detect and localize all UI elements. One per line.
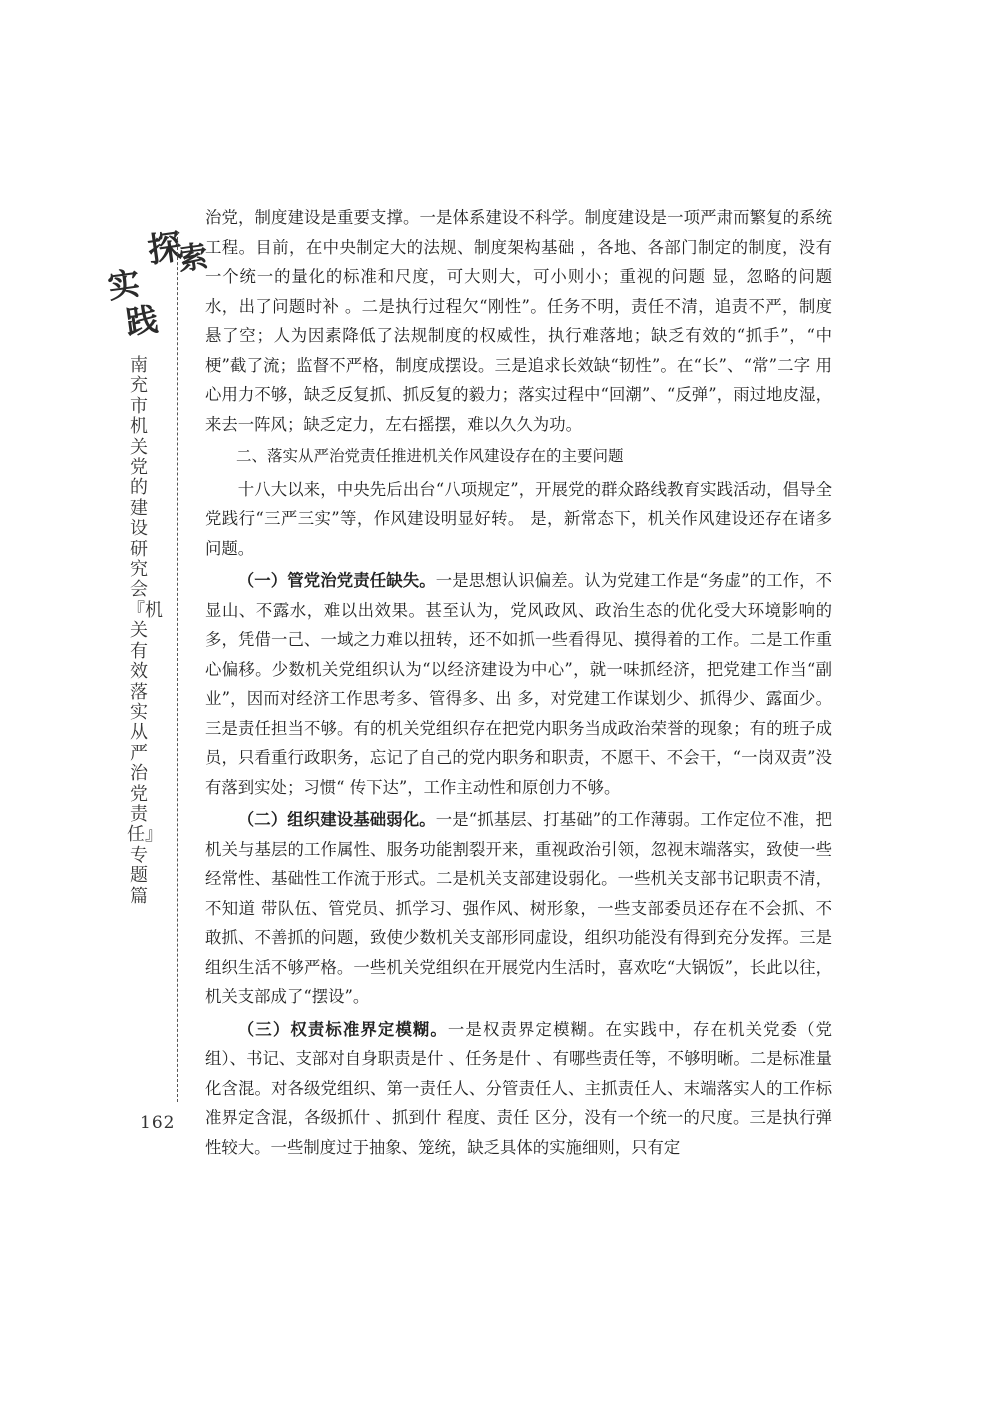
brand-char-4: 践	[123, 299, 161, 343]
sub3-lead: （三）权责标准界定模糊。	[237, 1019, 448, 1039]
section-heading: 二、落实从严治党责任推进机关作风建设存在的主要问题	[236, 447, 624, 465]
page-number: 162	[140, 1113, 176, 1133]
paragraph-intro: 治党，制度建设是重要支撑。一是体系建设不科学。制度建设是一项严肃而繁复的系统工程。目前，在中央制定大的法规、制度架构基础 ，各地、各部门制定的制度，没有一个统一的量化的标准和尺度，可大则大，可小则小；重视的问题 显，忽略的问题 水，出了问题时补 。二是执行过程欠“刚性”。任务不明，责任不清，追责不严，制度悬了空；人为因素降低了法规制度的权威性，执行难落地；缺乏有效的“抓手”，“中梗”截了流；监督不严格，制度成摆设。三是追求长效缺“韧性”。在“长”、“常”二字 用心用力不够，缺乏反复抓、抓反复的毅力；落实过程中“回潮”、“反弹”，雨过地皮湿，来去一阵风；缺乏定力，左右摇摆，难以久久为功。	[205, 208, 832, 434]
brand-char-3: 实	[105, 263, 143, 307]
sub2-lead: （二）组织建设基础弱化。	[237, 810, 436, 829]
main-text	[205, 203, 832, 1165]
paragraph-sub1	[205, 566, 832, 802]
sub1-body: 一是思想认识偏差。认为党建工作是“务虚”的工作，不显山、不露水，难以出效果。甚至认为，党风政风、政治生态的优化受大环境影响的多，凭借一己、一域之力难以扭转，还不如抓一些看得见、摸得着的工作。二是工作重心偏移。少数机关党组织认为“以经济建设为中心”，就一味抓经济，把党建工作当“副业”，因而对经济工作思考多、管得多、出 多，对党建工作谋划少、抓得少、露面少。三是责任担当不够。有的机关党组织存在把党内职务当成政治荣誉的现象；有的班子成员，只看重行政职务，忘记了自己的党内职务和职责，不愿干、不会干，“一岗双责”没有落到实处；习惯“ 传下达”，工作主动性和原创力不够。	[205, 571, 833, 797]
sub1-lead: （一）管党治党责任缺失。	[237, 571, 436, 590]
vertical-subtitle: 南充市机关党的建设研究会『机关有效落实从严治党责任』专题篇	[127, 355, 163, 907]
sidebar-divider	[177, 232, 178, 1102]
sidebar-brand-logo	[105, 226, 211, 352]
sub3-body: 一是权责界定模糊。在实践中，存在机关党委（党组）、书记、支部对自身职责是什 、任务是什 、有哪些责任等，不够明晰。二是标准量化含混。对各级党组织、第一责任人、分管责任人、主抓责任人、末端落实人的工作标准界定含混，各级抓什 、抓到什 程度、责任 区分，没有一个统一的尺度。三是执行弹性较大。一些制度过于抽象、笼统，缺乏具体的实施细则，只有定	[205, 1019, 833, 1157]
brand-char-2: 索	[175, 239, 211, 278]
paragraph-sub2	[205, 805, 832, 1012]
paragraph-sub3	[205, 1015, 832, 1163]
paragraph-overview: 十八大以来，中央先后出台“八项规定”，开展党的群众路线教育实践活动，倡导全党践行“三严三实”等，作风建设明显好转。 是，新常态下，机关作风建设还存在诸多问题。	[205, 479, 832, 558]
brand-char-1: 探	[145, 226, 185, 272]
sub2-body: 一是“抓基层、打基础”的工作薄弱。工作定位不准，把机关与基层的工作属性、服务功能割裂开来，重视政治引领，忽视末端落实，致使一些经常性、基础性工作流于形式。二是机关支部建设弱化。一些机关支部书记职责不清，不知道 带队伍、管党员、抓学习、强作风、树形象，一些支部委员还存在不会抓、不敢抓、不善抓的问题，致使少数机关支部形同虚设，组织功能没有得到充分发挥。三是组织生活不够严格。一些机关党组织在开展党内生活时，喜欢吃“大锅饭”，长此以往，机关支部成了“摆设”。	[205, 810, 833, 1006]
